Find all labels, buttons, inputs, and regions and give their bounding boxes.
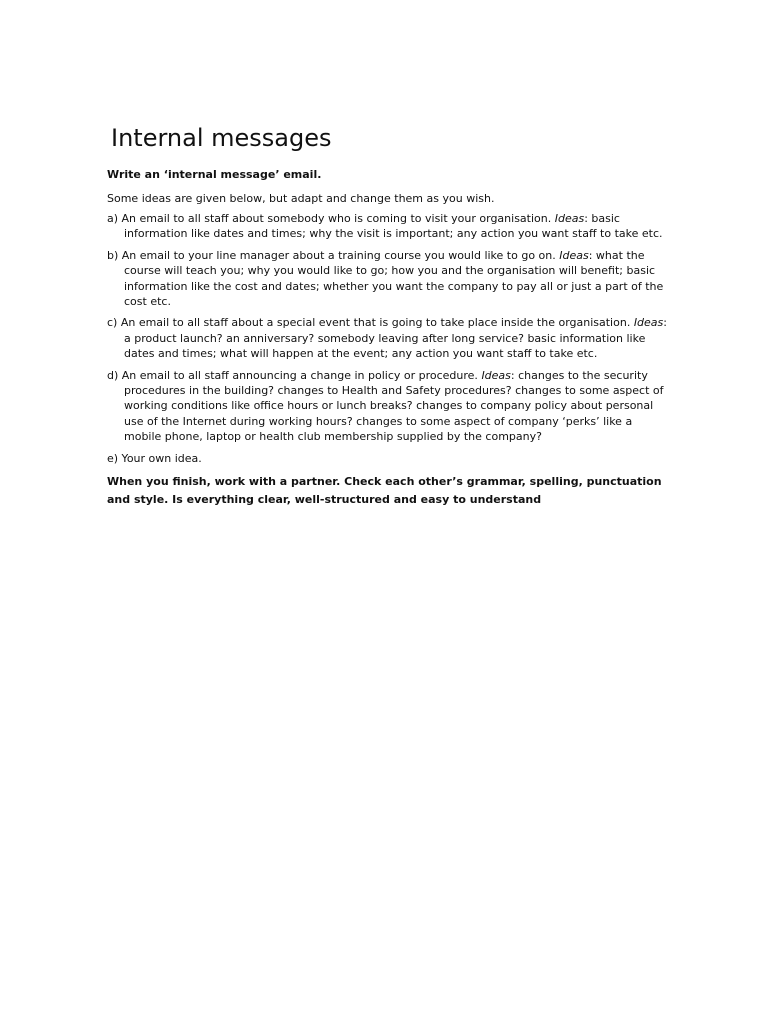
list-item-c <box>107 315 667 361</box>
ideas-label: Ideas <box>554 212 585 225</box>
item-rest: : what the course will teach you; why you would like to go; how you and the organisation will benefit; basic information like the cost and dates; whether you want the company to pay all or just a part of the cost etc. <box>124 248 664 309</box>
list-item-a <box>107 211 667 242</box>
list-item-e: e) Your own idea. <box>107 451 202 465</box>
ideas-list <box>107 211 667 466</box>
page-title: Internal messages <box>111 124 332 152</box>
item-lead: c) An email to all staff about a special event that is going to take place inside the organisation. <box>107 316 634 330</box>
list-item-d <box>107 368 667 445</box>
task-instruction: Write an ‘internal message’ email. <box>107 168 322 181</box>
item-rest: : basic information like dates and times; why the visit is important; any action you want staff to take etc. <box>124 212 663 241</box>
document-page <box>107 122 667 509</box>
closing-instruction: When you finish, work with a partner. Check each other’s grammar, spelling, punctuation and style. Is everything clear, well-structured and easy to understand <box>107 475 662 507</box>
ideas-label: Ideas <box>559 248 589 262</box>
list-item-b <box>107 248 667 310</box>
item-lead: d) An email to all staff announcing a change in policy or procedure. <box>107 368 482 382</box>
item-rest: : changes to the security procedures in the building? changes to Health and Safety procedures? changes to some aspect of working conditions like office hours or lunch breaks? changes to company policy about personal use of the Internet during working hours? changes to some aspect of company ‘perks’ like a mobile phone, laptop or health club membership supplied by the company? <box>124 368 664 444</box>
item-lead: b) An email to your line manager about a training course you would like to go on. <box>107 248 560 262</box>
ideas-label: Ideas <box>481 368 511 382</box>
item-lead: a) An email to all staff about somebody who is coming to visit your organisation. <box>107 212 555 225</box>
item-rest: : a product launch? an anniversary? somebody leaving after long service? basic information like dates and times; what will happen at the event; any action you want staff to take etc. <box>124 316 667 361</box>
ideas-label: Ideas <box>633 316 664 330</box>
intro-text: Some ideas are given below, but adapt and change them as you wish. <box>107 192 495 205</box>
